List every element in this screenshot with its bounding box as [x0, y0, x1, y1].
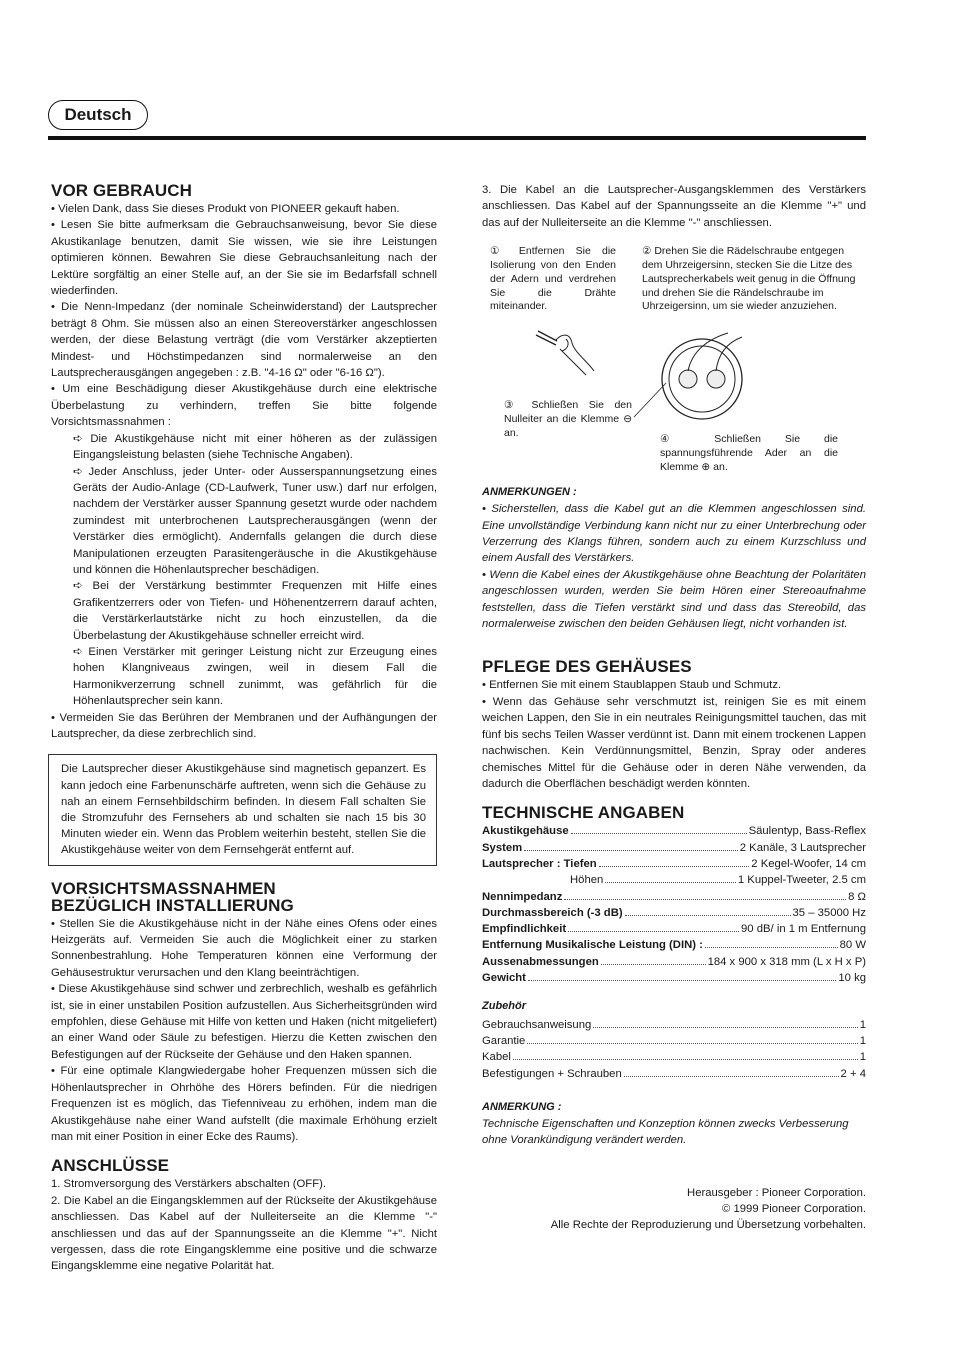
note-title: ANMERKUNG :: [482, 1100, 562, 1113]
figure-step-1: ① Entfernen Sie die Isolierung von den Enden der Adern und verdrehen Sie die Drähte miteinander.: [490, 245, 616, 313]
accessory-label: Garantie: [482, 1034, 526, 1047]
dot-leader: [593, 1027, 857, 1028]
note-text: Technische Eigenschaften und Konzeption können zwecks Verbesserung ohne Vorankündigung verändert werden.: [482, 1117, 849, 1147]
dot-leader: [624, 1076, 839, 1077]
dot-leader: [528, 980, 836, 981]
precaution-item: ➪ Einen Verstärker mit geringer Leistung nicht zur Erzeugung eines hohen Klangniveaus zwingen, weil in diesem Fall die Harmonikverzerrung schnell zunimmt, was gefährlich für die Höhenlautsprecher sein kann.: [73, 645, 437, 708]
dot-leader: [599, 866, 750, 867]
spec-label: Höhen: [570, 874, 604, 887]
spec-row: [482, 840, 866, 856]
dot-leader: [571, 833, 747, 834]
paragraph: • Um eine Beschädigung dieser Akustikgehäuse durch eine elektrische Überbelastung zu verhindern, treffen Sie bitte folgende Vorsichtsmassnahmen :: [51, 383, 437, 429]
paragraph: • Die Nenn-Impedanz (der nominale Scheinwiderstand) der Lautsprecher beträgt 8 Ohm. Sie müssen also an einen Stereoverstärker angeschlossen werden, der diese Belastung verträgt (die vom Verstärker akzeptierten Mindest- und Höchstimpedanzen sind normalerweise an den Lautsprecherausgängen angegeben : z.B. "4-16 Ω" oder "6-16 Ω").: [51, 301, 437, 380]
spec-row: [482, 872, 866, 888]
spec-label: Durchmassbereich (-3 dB): [482, 906, 623, 919]
rights-notice: Alle Rechte der Reproduzierung und Übersetzung vorbehalten.: [550, 1219, 866, 1232]
spec-row: [482, 905, 866, 921]
section-title: TECHNISCHE ANGABEN: [482, 803, 685, 823]
accessory-row: [482, 1017, 866, 1033]
paragraph: 1. Stromversorgung des Verstärkers abschalten (OFF).: [51, 1178, 326, 1191]
precaution-item: ➪ Jeder Anschluss, jeder Unter- oder Ausserspannungsetzung eines Geräts der Audio-Anlage (CD-Laufwerk, Tuner usw.) darf nur erfolgen, nachdem der Verstärker ausser Spannung gesetzt wurde oder nachdem zumindest mit unterbrochenen Lautsprecherausgängen (wenn der Verstärker dies ermöglicht). Andernfalls gelangen die durch diese Manipulationen erzeugten Parasitengeräusche in die Akustikgehäuse und können die Höhenlautsprecher beschädigen.: [73, 465, 437, 576]
accessory-row: [482, 1033, 866, 1049]
precaution-item: ➪ Die Akustikgehäuse nicht mit einer höheren as der zulässigen Eingangsleistung belasten (siehe Technische Angaben).: [73, 432, 437, 462]
spec-label: Gewicht: [482, 971, 526, 984]
dot-leader: [568, 931, 739, 932]
accessory-count: 1: [859, 1051, 866, 1064]
notes-title: ANMERKUNGEN :: [482, 486, 577, 499]
precaution-item: ➪ Bei der Verstärkung bestimmter Frequenzen mit Hilfe eines Grafikentzerrers oder von Tiefen- und Höhenentzerrern darauf achten, die Verstärkerlautstärke nicht zu hoch einzustellen, da die Überbelastung der Akustikgehäuse schneller erreicht wird.: [73, 580, 437, 642]
spec-value: 2 Kanäle, 3 Lautsprecher: [739, 841, 866, 854]
accessory-count: 2 + 4: [840, 1067, 866, 1080]
copyright: © 1999 Pioneer Corporation.: [722, 1202, 866, 1215]
dot-leader: [705, 947, 838, 948]
wire-twist-illustration: [532, 321, 602, 381]
paragraph: • Wenn das Gehäuse sehr verschmutzt ist, reinigen Sie es mit einem weichen Lappen, den Sie in ein neutrales Reinigungsmittel tauchen, das mit fünf bis sechs Teilen Wasser verdünnt ist. Dann mit einem trockenen Lappen nachwischen. Kein Verdünnungsmittel, Benzin, Spray oder anderes chemisches Mittel für die Gehäuse oder in deren Nähe verwenden, da dadurch die Oberflächen beschädigt werden könnten.: [482, 695, 866, 790]
section-title: VORSICHTSMASSNAHMEN: [51, 878, 276, 898]
dot-leader: [625, 915, 791, 916]
spec-label: Lautsprecher : Tiefen: [482, 857, 597, 870]
section-title: VOR GEBRAUCH: [51, 181, 192, 200]
dot-leader: [601, 964, 706, 965]
section-title: ANSCHLÜSSE: [51, 1156, 170, 1176]
header-rule: [48, 136, 866, 140]
accessory-count: 1: [859, 1018, 866, 1031]
spec-value: 10 kg: [838, 971, 866, 984]
accessory-count: 1: [859, 1034, 866, 1047]
section-vor-gebrauch: [51, 182, 437, 742]
magnetic-shield-notice: [48, 754, 437, 865]
paragraph: • Diese Akustikgehäuse sind schwer und zerbrechlich, weshalb es gefährlich ist, sie in einer unstabilen Position aufzustellen. Aus Sicherheitsgründen wird empfohlen, diese Gehäuse mit Hilfe von ketten und Haken (nicht mitgeliefert) an einer Wand oder Säule zu befestigen. Hierzu die Ketten zwischen den Befestigungen auf der Rückseite der Gehäuse und den Haken spannen.: [51, 983, 437, 1061]
dot-leader: [605, 882, 736, 883]
paragraph: • Für eine optimale Klangwiedergabe hoher Frequenzen müssen sich die Höhenlautsprecher in Ohrhöhe des Hörers befinden. Für die niedrigen Frequenzen ist es möglich, das Tiefenniveau zu erhöhen, indem man die Akustikgehäuse nahe einer Wand aufstellt (die maximale Erhöhung erzielt man mit einer Position in einer Ecke des Raums).: [51, 1065, 437, 1143]
spec-label: Entfernung Musikalische Leistung (DIN) :: [482, 939, 703, 952]
connection-figure: [482, 245, 866, 479]
notice-text: Die Lautsprecher dieser Akustikgehäuse sind magnetisch gepanzert. Es kann jedoch eine Farbenunschärfe auftreten, wenn sich die Gehäuse zu nah an einem Fernsehbildschirm befinden. In diesem Fall schalten Sie die Stromzufuhr des Fernsehers ab und schalten sie nach 15 bis 30 Minuten wieder ein. Wenn das Problem weiterhin besteht, stellen Sie die Akustikgehäuse weiter von dem Fernsehgerät entfernt auf.: [61, 763, 426, 857]
spec-label: Aussenabmessungen: [482, 955, 599, 968]
spec-value: 80 W: [839, 939, 866, 952]
pointer-line: [632, 379, 672, 419]
publisher: Herausgeber : Pioneer Corporation.: [687, 1186, 866, 1199]
spec-value: 90 dB/ in 1 m Entfernung: [741, 923, 866, 936]
spec-value: 184 x 900 x 318 mm (L x H x P): [707, 955, 866, 968]
dot-leader: [524, 850, 738, 851]
figure-step-4: ④ Schließen Sie die spannungsführende Ader an die Klemme ⊕ an.: [660, 433, 838, 473]
accessory-row: [482, 1066, 866, 1082]
spec-row: [482, 889, 866, 905]
paragraph: • Vermeiden Sie das Berühren der Membranen und der Aufhängungen der Lautsprecher, da diese zerbrechlich sind.: [51, 711, 437, 740]
note-paragraph: • Sicherstellen, dass die Kabel gut an die Klemmen angeschlossen sind. Eine unvollständige Verbindung kann nicht nur zu einer Unterbrechung oder Verzerrung des Klangs führen, sondern auch zu einem Kurzschluss und einem Ausfall des Verstärkers.: [482, 503, 866, 565]
accessories-title: Zubehör: [482, 1000, 526, 1013]
spec-row: [482, 954, 866, 970]
spec-row: [482, 970, 866, 986]
spec-value: 8 Ω: [848, 890, 866, 903]
spec-row: [482, 823, 866, 839]
paragraph: 2. Die Kabel an die Eingangsklemmen auf der Rückseite der Akustikgehäuse anschliessen. Das Kabel auf der Nulleiterseite an die Klemme "-" anschliessen und das auf der Spannungsseite an die Klemme "+". Nicht vergessen, dass die rote Eingangsklemme eine positive und die schwarze Eingangsklemme eine negative Polarität hat.: [51, 1194, 437, 1273]
section-pflege: [482, 658, 866, 792]
spec-label: System: [482, 841, 523, 854]
paragraph: • Vielen Dank, dass Sie dieses Produkt von PIONEER gekauft haben.: [51, 203, 400, 215]
dot-leader: [513, 1059, 858, 1060]
dot-leader: [564, 899, 846, 900]
spec-label: Empfindlichkeit: [482, 923, 567, 936]
figure-step-2: ② Drehen Sie die Rädelschraube entgegen dem Uhrzeigersinn, stecken Sie die Litze des Lautsprecherkabels weit genug in die Öffnung und drehen Sie die Rändelschraube im Uhrzeigersinn, um sie wieder anzuziehen.: [642, 245, 856, 313]
language-tag: Deutsch: [48, 100, 148, 130]
left-column: [51, 182, 437, 1275]
figure-step-3: ③ Schließen Sie den Nulleiter an die Klemme ⊖ an.: [504, 399, 632, 439]
section-technische-angaben: [482, 804, 866, 1148]
imprint: [482, 1185, 866, 1234]
spec-row: [482, 937, 866, 953]
paragraph: • Stellen Sie die Akustikgehäuse nicht in der Nähe eines Ofens oder eines Heizgeräts auf. Vermeiden Sie auch die Möglichkeit einer zu starken Sonnenbestrahlung. Hohe Temperaturen können eine Verformung der Gehäusestruktur verursachen und den Klang beeinträchtigen.: [51, 917, 437, 979]
spec-list: [482, 823, 866, 986]
accessory-label: Befestigungen + Schrauben: [482, 1067, 622, 1080]
paragraph: 3. Die Kabel an die Lautsprecher-Ausgangsklemmen des Verstärkers anschliessen. Das Kabel auf der Spannungsseite an die Klemme "+" und das auf der Nulleiterseite an die Klemme "-" anschliessen.: [482, 184, 866, 229]
dot-leader: [527, 1043, 857, 1044]
paragraph: • Entfernen Sie mit einem Staublappen Staub und Schmutz.: [482, 679, 782, 692]
spec-row: [482, 921, 866, 937]
spec-value: 2 Kegel-Woofer, 14 cm: [751, 857, 866, 870]
accessory-label: Gebrauchsanweisung: [482, 1018, 592, 1031]
accessories-list: [482, 1017, 866, 1082]
paragraph: • Lesen Sie bitte aufmerksam die Gebrauchsanweisung, bevor Sie diese Akustikanlage benutzen, damit Sie wissen, wie sie ihre Leistungen optimieren können. Bewahren Sie diese Gebrauchsanleitung nach der Lektüre sorgfältig an einer Stelle auf, an der Sie sie im Bedarfsfall schnell wiederfinden.: [51, 219, 437, 298]
section-title: PFLEGE DES GEHÄUSES: [482, 657, 692, 677]
spec-value: 1 Kuppel-Tweeter, 2.5 cm: [737, 874, 866, 887]
section-vorsichtsmassnahmen: [51, 880, 437, 1146]
note-paragraph: • Wenn die Kabel eines der Akustikgehäuse ohne Beachtung der Polaritäten angeschlossen wurden, werden Sie beim Hören einer Stereoaufnahme feststellen, dass die Tiefen verstärkt sind und dass das Stereobild, das normalerweise zwischen den beiden Gehäusen liegt, nicht vorhanden ist.: [482, 568, 866, 631]
spec-label: Nennimpedanz: [482, 890, 563, 903]
accessory-label: Kabel: [482, 1051, 511, 1064]
section-title: BEZÜGLICH INSTALLIERUNG: [51, 895, 294, 915]
accessory-row: [482, 1049, 866, 1065]
spec-value: Säulentyp, Bass-Reflex: [748, 825, 866, 838]
spec-value: 35 – 35000 Hz: [792, 906, 866, 919]
spec-row: [482, 856, 866, 872]
section-anschluesse: [51, 1157, 437, 1274]
right-column: [482, 182, 866, 1234]
spec-label: Akustikgehäuse: [482, 825, 569, 838]
